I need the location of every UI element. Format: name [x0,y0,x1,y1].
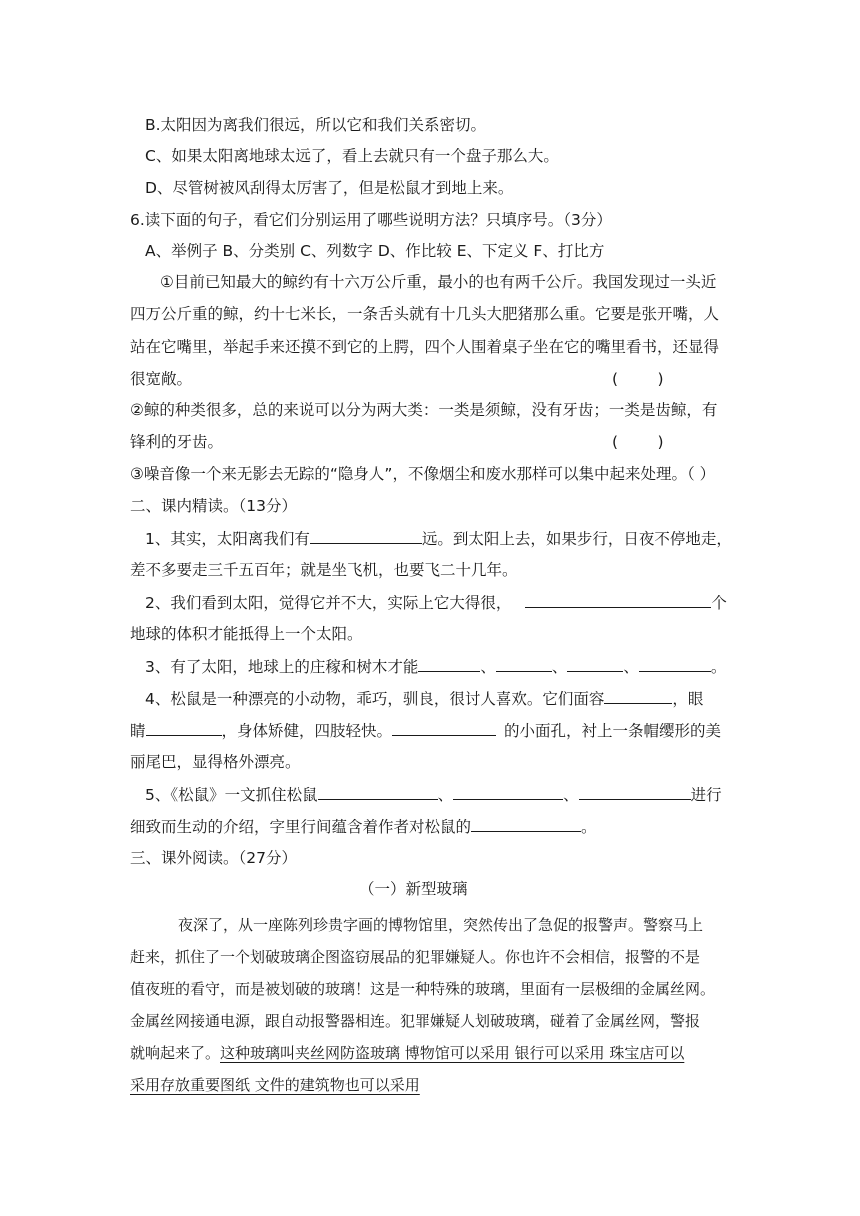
q6-sentence2-line1: ②鲸的种类很多，总的来说可以分为两大类：一类是须鲸，没有牙齿；一类是齿鲸，有 [130,401,718,419]
option-b: B.太阳因为离我们很远，所以它和我们关系密切。 [145,116,487,134]
s2-q5-line1 [145,783,722,806]
fill-blank[interactable] [310,527,422,544]
answer-paren-2[interactable]: ( ) [612,433,664,451]
s2-q5-text-b: 进行 [690,786,722,804]
option-d: D、尽管树被风刮得太厉害了，但是松鼠才到地上来。 [145,179,514,197]
underlined-sentence: 这种玻璃叫夹丝网防盗玻璃 博物馆可以采用 银行可以采用 珠宝店可以 [220,1044,685,1062]
s2-q3-text-a: 3、有了太阳，地球上的庄稼和树木才能 [145,658,419,676]
option-c: C、如果太阳离地球太远了，看上去就只有一个盘子那么大。 [145,147,559,165]
s2-q4-line2 [130,719,721,742]
period: 。 [710,658,727,676]
q6-sentence1-line4: 很宽敞。 [130,370,193,388]
s2-q4-text-d: ，身体矫健，四肢轻快。 [221,722,393,740]
s2-q2-line1 [145,591,727,614]
s2-q4-text-b: ，眼 [672,690,704,708]
reading-para-line4: 金属丝网接通电源，跟自动报警器相连。犯罪嫌疑人划破玻璃，碰着了金属丝网，警报 [130,1012,701,1030]
separator: 、 [437,786,454,804]
s2-q4-line1 [145,687,703,710]
q6-choices: A、举例子 B、分类别 C、列数字 D、作比较 E、下定义 F、打比方 [145,242,605,260]
s2-q2-text-b: 个 [711,594,727,612]
s2-q1-line2: 差不多要走三千五百年；就是坐飞机，也要飞二十几年。 [130,561,518,579]
fill-blank[interactable] [567,655,623,672]
reading-para-line1: 夜深了，从一座陈列珍贵字画的博物馆里，突然传出了急促的报警声。警察马上 [178,916,704,934]
s2-q5-text-c: 细致而生动的介绍，字里行间蕴含着作者对松鼠的 [130,818,472,836]
separator: 、 [551,658,568,676]
q6-sentence2-line2: 锋利的牙齿。 [130,433,224,451]
section2-title: 二、课内精读。（13分） [130,497,297,515]
s2-q5-text-a: 5、《松鼠》一文抓住松鼠 [145,786,318,804]
fill-blank[interactable] [471,815,581,832]
q6-title: 6.读下面的句子，看它们分别运用了哪些说明方法？只填序号。（3分） [130,211,612,229]
s2-q2-line2: 地球的体积才能抵得上一个太阳。 [130,625,363,643]
fill-blank[interactable] [604,687,672,704]
s2-q1-line1 [145,527,732,550]
s2-q1-text-b: 远。到太阳上去，如果步行，日夜不停地走， [421,530,732,548]
q6-sentence3: ③噪音像一个来无影去无踪的“隐身人”，不像烟尘和废水那样可以集中起来处理。（ ） [130,465,716,483]
reading-text: 就响起来了。 [130,1044,221,1062]
section3-title: 三、课外阅读。（27分） [130,849,297,867]
s2-q2-text-a: 2、我们看到太阳，觉得它并不大，实际上它大得很， [145,594,512,612]
reading-para-line5 [130,1042,684,1064]
s2-q4-text-c: 睛 [130,722,146,740]
fill-blank[interactable] [525,591,711,608]
s2-q3-line1 [145,655,726,678]
separator: 、 [563,786,579,804]
q6-sentence1-line2: 四万公斤重的鲸，约十七米长，一条舌头就有十几头大肥猪那么重。它要是张开嘴，人 [130,305,720,323]
fill-blank[interactable] [146,719,222,736]
separator: 、 [623,658,639,676]
reading-para-line2: 赶来，抓住了一个划破玻璃企图盗窃展品的犯罪嫌疑人。你也许不会相信，报警的不是 [130,948,701,966]
fill-blank[interactable] [318,783,438,800]
fill-blank[interactable] [639,655,711,672]
separator: 、 [480,658,496,676]
reading-para-line6 [130,1074,420,1096]
s2-q4-line3: 丽尾巴，显得格外漂亮。 [130,753,301,771]
s2-q4-text-e: 的小面孔，衬上一条帽缨形的美 [504,722,722,740]
fill-blank[interactable] [453,783,563,800]
q6-sentence1-line3: 站在它嘴里，举起手来还摸不到它的上腭，四个人围着桌子坐在它的嘴里看书，还显得 [130,338,720,356]
fill-blank[interactable] [496,655,552,672]
s2-q4-text-a: 4、松鼠是一种漂亮的小动物，乖巧，驯良，很讨人喜欢。它们面容 [145,690,605,708]
fill-blank[interactable] [392,719,496,736]
reading-subtitle: （一）新型玻璃 [359,880,468,898]
s2-q5-line2 [130,815,597,838]
fill-blank[interactable] [418,655,480,672]
s2-q1-text-a: 1、其实，太阳离我们有 [145,530,310,548]
underlined-sentence: 采用存放重要图纸 文件的建筑物也可以采用 [130,1076,420,1094]
period: 。 [581,818,597,836]
answer-paren-1[interactable]: ( ) [612,370,664,388]
q6-sentence1-line1: ①目前已知最大的鲸约有十六万公斤重，最小的也有两千公斤。我国发现过一头近 [160,273,717,291]
reading-para-line3: 值夜班的看守，而是被划破的玻璃！这是一种特殊的玻璃，里面有一层极细的金属丝网。 [130,980,716,998]
fill-blank[interactable] [579,783,691,800]
